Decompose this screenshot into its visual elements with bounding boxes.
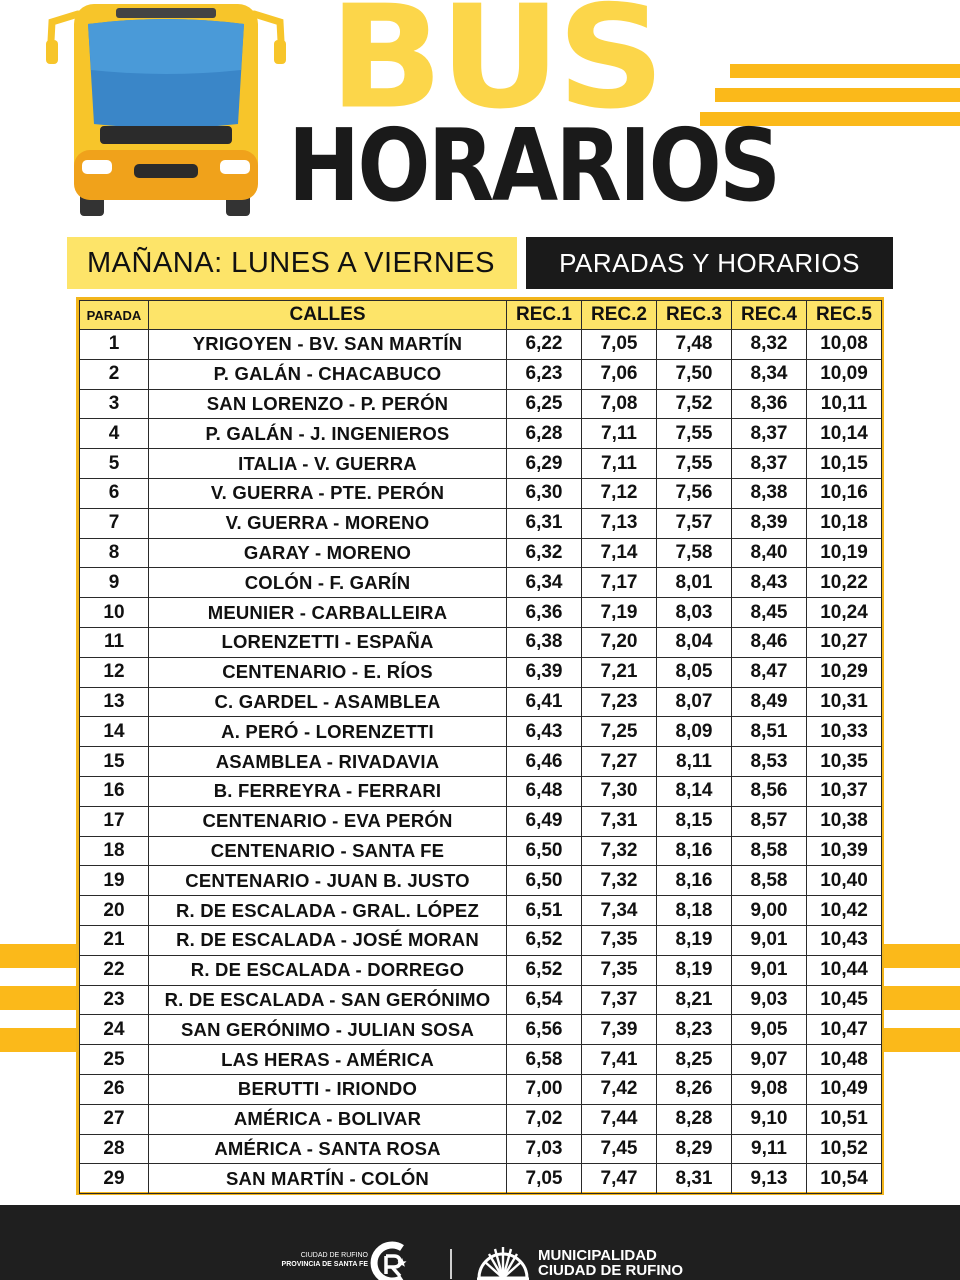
time-rec-1: 6,36 [507, 598, 582, 628]
time-rec-5: 10,39 [807, 836, 882, 866]
time-rec-3: 8,31 [657, 1164, 732, 1194]
time-rec-2: 7,30 [582, 776, 657, 806]
time-rec-2: 7,34 [582, 896, 657, 926]
table-row [80, 419, 882, 449]
time-rec-2: 7,08 [582, 389, 657, 419]
table-body [80, 330, 882, 1194]
table-row [80, 538, 882, 568]
time-rec-4: 9,01 [732, 925, 807, 955]
time-rec-4: 8,32 [732, 330, 807, 360]
column-header-rec-1: REC.1 [507, 301, 582, 330]
time-rec-5: 10,49 [807, 1074, 882, 1104]
stop-number: 20 [80, 896, 149, 926]
street-intersection: SAN GERÓNIMO - JULIAN SOSA [149, 1015, 507, 1045]
time-rec-5: 10,19 [807, 538, 882, 568]
municipal-sunburst-logo-icon [475, 1232, 531, 1280]
time-rec-3: 8,09 [657, 717, 732, 747]
time-rec-2: 7,44 [582, 1104, 657, 1134]
time-rec-3: 7,57 [657, 508, 732, 538]
time-rec-5: 10,08 [807, 330, 882, 360]
time-rec-5: 10,54 [807, 1164, 882, 1194]
time-rec-3: 7,48 [657, 330, 732, 360]
table-row [80, 598, 882, 628]
time-rec-1: 6,30 [507, 478, 582, 508]
stop-number: 1 [80, 330, 149, 360]
time-rec-2: 7,12 [582, 478, 657, 508]
column-header-rec-2: REC.2 [582, 301, 657, 330]
column-header-rec-4: REC.4 [732, 301, 807, 330]
stop-number: 11 [80, 627, 149, 657]
stop-number: 10 [80, 598, 149, 628]
time-rec-5: 10,44 [807, 955, 882, 985]
time-rec-5: 10,47 [807, 1015, 882, 1045]
time-rec-4: 8,57 [732, 806, 807, 836]
street-intersection: YRIGOYEN - BV. SAN MARTÍN [149, 330, 507, 360]
street-intersection: SAN MARTÍN - COLÓN [149, 1164, 507, 1194]
time-rec-5: 10,09 [807, 359, 882, 389]
time-rec-1: 6,51 [507, 896, 582, 926]
time-rec-1: 6,23 [507, 359, 582, 389]
stop-number: 23 [80, 985, 149, 1015]
time-rec-1: 6,52 [507, 955, 582, 985]
time-rec-2: 7,25 [582, 717, 657, 747]
table-row [80, 687, 882, 717]
footer-province-name: PROVINCIA DE SANTA FE [281, 1261, 368, 1268]
time-rec-5: 10,52 [807, 1134, 882, 1164]
stop-number: 24 [80, 1015, 149, 1045]
time-rec-2: 7,05 [582, 330, 657, 360]
time-rec-5: 10,16 [807, 478, 882, 508]
decor-stripe-top-1 [730, 64, 960, 78]
time-rec-2: 7,35 [582, 925, 657, 955]
stop-number: 14 [80, 717, 149, 747]
stop-number: 27 [80, 1104, 149, 1134]
stop-number: 22 [80, 955, 149, 985]
time-rec-5: 10,33 [807, 717, 882, 747]
stop-number: 28 [80, 1134, 149, 1164]
table-row [80, 806, 882, 836]
time-rec-5: 10,27 [807, 627, 882, 657]
time-rec-5: 10,22 [807, 568, 882, 598]
time-rec-1: 6,43 [507, 717, 582, 747]
time-rec-2: 7,45 [582, 1134, 657, 1164]
timetable [76, 297, 884, 1195]
time-rec-2: 7,14 [582, 538, 657, 568]
table-row [80, 478, 882, 508]
rufino-c-logo-icon [368, 1240, 412, 1280]
time-rec-2: 7,31 [582, 806, 657, 836]
title-horarios: HORARIOS [288, 107, 779, 224]
time-rec-2: 7,42 [582, 1074, 657, 1104]
table-row [80, 1164, 882, 1194]
time-rec-3: 8,16 [657, 866, 732, 896]
street-intersection: R. DE ESCALADA - GRAL. LÓPEZ [149, 896, 507, 926]
time-rec-3: 8,04 [657, 627, 732, 657]
street-intersection: AMÉRICA - SANTA ROSA [149, 1134, 507, 1164]
time-rec-5: 10,14 [807, 419, 882, 449]
footer-separator [450, 1249, 452, 1279]
time-rec-4: 8,37 [732, 419, 807, 449]
table-row [80, 866, 882, 896]
time-rec-4: 8,56 [732, 776, 807, 806]
time-rec-1: 6,54 [507, 985, 582, 1015]
decor-stripe-right-3 [882, 1028, 960, 1052]
stop-number: 5 [80, 449, 149, 479]
time-rec-1: 6,49 [507, 806, 582, 836]
time-rec-5: 10,15 [807, 449, 882, 479]
time-rec-3: 7,50 [657, 359, 732, 389]
time-rec-5: 10,37 [807, 776, 882, 806]
time-rec-5: 10,29 [807, 657, 882, 687]
timetable-grid [79, 300, 882, 1194]
stop-number: 7 [80, 508, 149, 538]
street-intersection: R. DE ESCALADA - DORREGO [149, 955, 507, 985]
time-rec-3: 8,03 [657, 598, 732, 628]
stop-number: 3 [80, 389, 149, 419]
time-rec-2: 7,11 [582, 419, 657, 449]
time-rec-1: 6,52 [507, 925, 582, 955]
time-rec-1: 7,00 [507, 1074, 582, 1104]
street-intersection: CENTENARIO - EVA PERÓN [149, 806, 507, 836]
time-rec-3: 8,21 [657, 985, 732, 1015]
time-rec-2: 7,35 [582, 955, 657, 985]
street-intersection: P. GALÁN - CHACABUCO [149, 359, 507, 389]
time-rec-1: 6,29 [507, 449, 582, 479]
time-rec-3: 8,18 [657, 896, 732, 926]
table-row [80, 896, 882, 926]
decor-stripe-left-1 [0, 944, 78, 968]
time-rec-2: 7,17 [582, 568, 657, 598]
table-row [80, 925, 882, 955]
decor-stripe-left-2 [0, 986, 78, 1010]
stop-number: 15 [80, 747, 149, 777]
schedule-day-badge: MAÑANA: LUNES A VIERNES [67, 237, 517, 289]
time-rec-3: 8,11 [657, 747, 732, 777]
time-rec-4: 9,00 [732, 896, 807, 926]
time-rec-4: 8,58 [732, 836, 807, 866]
time-rec-3: 7,55 [657, 419, 732, 449]
table-row [80, 776, 882, 806]
street-intersection: R. DE ESCALADA - JOSÉ MORAN [149, 925, 507, 955]
table-row [80, 1045, 882, 1075]
time-rec-4: 8,39 [732, 508, 807, 538]
street-intersection: COLÓN - F. GARÍN [149, 568, 507, 598]
time-rec-4: 8,53 [732, 747, 807, 777]
time-rec-4: 9,13 [732, 1164, 807, 1194]
time-rec-2: 7,19 [582, 598, 657, 628]
time-rec-3: 8,07 [657, 687, 732, 717]
time-rec-2: 7,37 [582, 985, 657, 1015]
stop-number: 8 [80, 538, 149, 568]
time-rec-1: 6,46 [507, 747, 582, 777]
table-row [80, 717, 882, 747]
table-row [80, 568, 882, 598]
time-rec-5: 10,45 [807, 985, 882, 1015]
time-rec-5: 10,35 [807, 747, 882, 777]
time-rec-3: 8,25 [657, 1045, 732, 1075]
table-row [80, 1134, 882, 1164]
time-rec-5: 10,11 [807, 389, 882, 419]
time-rec-2: 7,32 [582, 836, 657, 866]
time-rec-4: 8,37 [732, 449, 807, 479]
table-header-row [80, 301, 882, 330]
decor-stripe-top-2 [715, 88, 960, 102]
table-row [80, 836, 882, 866]
column-header-rec-3: REC.3 [657, 301, 732, 330]
time-rec-3: 8,16 [657, 836, 732, 866]
stop-number: 2 [80, 359, 149, 389]
time-rec-5: 10,38 [807, 806, 882, 836]
street-intersection: C. GARDEL - ASAMBLEA [149, 687, 507, 717]
street-intersection: ITALIA - V. GUERRA [149, 449, 507, 479]
time-rec-1: 6,31 [507, 508, 582, 538]
street-intersection: CENTENARIO - SANTA FE [149, 836, 507, 866]
table-row [80, 747, 882, 777]
time-rec-4: 9,08 [732, 1074, 807, 1104]
time-rec-2: 7,41 [582, 1045, 657, 1075]
table-row [80, 508, 882, 538]
stop-number: 9 [80, 568, 149, 598]
stop-number: 19 [80, 866, 149, 896]
table-row [80, 359, 882, 389]
stop-number: 6 [80, 478, 149, 508]
time-rec-2: 7,11 [582, 449, 657, 479]
time-rec-3: 8,15 [657, 806, 732, 836]
time-rec-5: 10,24 [807, 598, 882, 628]
street-intersection: ASAMBLEA - RIVADAVIA [149, 747, 507, 777]
time-rec-5: 10,31 [807, 687, 882, 717]
time-rec-1: 6,32 [507, 538, 582, 568]
time-rec-3: 7,56 [657, 478, 732, 508]
time-rec-2: 7,32 [582, 866, 657, 896]
time-rec-2: 7,27 [582, 747, 657, 777]
column-header-parada: PARADA [80, 301, 149, 330]
time-rec-4: 9,03 [732, 985, 807, 1015]
time-rec-4: 8,46 [732, 627, 807, 657]
street-intersection: AMÉRICA - BOLIVAR [149, 1104, 507, 1134]
stop-number: 21 [80, 925, 149, 955]
time-rec-4: 9,05 [732, 1015, 807, 1045]
table-row [80, 449, 882, 479]
time-rec-1: 7,05 [507, 1164, 582, 1194]
street-intersection: CENTENARIO - JUAN B. JUSTO [149, 866, 507, 896]
stop-number: 17 [80, 806, 149, 836]
time-rec-1: 6,58 [507, 1045, 582, 1075]
time-rec-4: 9,01 [732, 955, 807, 985]
stop-number: 26 [80, 1074, 149, 1104]
street-intersection: LORENZETTI - ESPAÑA [149, 627, 507, 657]
time-rec-4: 8,47 [732, 657, 807, 687]
street-intersection: B. FERREYRA - FERRARI [149, 776, 507, 806]
street-intersection: MEUNIER - CARBALLEIRA [149, 598, 507, 628]
time-rec-3: 8,01 [657, 568, 732, 598]
time-rec-2: 7,21 [582, 657, 657, 687]
street-intersection: CENTENARIO - E. RÍOS [149, 657, 507, 687]
time-rec-1: 6,39 [507, 657, 582, 687]
table-row [80, 1104, 882, 1134]
time-rec-1: 7,03 [507, 1134, 582, 1164]
time-rec-3: 8,19 [657, 955, 732, 985]
decor-stripe-right-1 [882, 944, 960, 968]
time-rec-1: 6,28 [507, 419, 582, 449]
time-rec-3: 8,14 [657, 776, 732, 806]
time-rec-3: 8,28 [657, 1104, 732, 1134]
column-header-rec-5: REC.5 [807, 301, 882, 330]
time-rec-4: 8,36 [732, 389, 807, 419]
time-rec-3: 8,23 [657, 1015, 732, 1045]
time-rec-3: 8,26 [657, 1074, 732, 1104]
table-row [80, 389, 882, 419]
table-row [80, 330, 882, 360]
street-intersection: SAN LORENZO - P. PERÓN [149, 389, 507, 419]
time-rec-1: 7,02 [507, 1104, 582, 1134]
time-rec-1: 6,48 [507, 776, 582, 806]
stop-number: 25 [80, 1045, 149, 1075]
time-rec-1: 6,50 [507, 866, 582, 896]
stops-schedule-badge: PARADAS Y HORARIOS [526, 237, 893, 289]
stop-number: 16 [80, 776, 149, 806]
street-intersection: V. GUERRA - PTE. PERÓN [149, 478, 507, 508]
street-intersection: BERUTTI - IRIONDO [149, 1074, 507, 1104]
time-rec-4: 8,45 [732, 598, 807, 628]
table-row [80, 1074, 882, 1104]
table-row [80, 985, 882, 1015]
time-rec-4: 8,43 [732, 568, 807, 598]
time-rec-1: 6,56 [507, 1015, 582, 1045]
table-row [80, 955, 882, 985]
table-row [80, 627, 882, 657]
footer-city-text [262, 1251, 368, 1269]
time-rec-2: 7,20 [582, 627, 657, 657]
time-rec-3: 7,55 [657, 449, 732, 479]
footer-city-name: CIUDAD DE RUFINO [300, 1252, 368, 1259]
footer-municipal-text [538, 1248, 683, 1278]
time-rec-3: 8,29 [657, 1134, 732, 1164]
time-rec-4: 8,58 [732, 866, 807, 896]
time-rec-3: 8,19 [657, 925, 732, 955]
time-rec-5: 10,40 [807, 866, 882, 896]
street-intersection: V. GUERRA - MORENO [149, 508, 507, 538]
footer [0, 1205, 960, 1280]
stop-number: 4 [80, 419, 149, 449]
stop-number: 12 [80, 657, 149, 687]
time-rec-2: 7,47 [582, 1164, 657, 1194]
column-header-calles: CALLES [149, 301, 507, 330]
time-rec-1: 6,25 [507, 389, 582, 419]
table-row [80, 1015, 882, 1045]
decor-stripe-left-3 [0, 1028, 78, 1052]
table-row [80, 657, 882, 687]
time-rec-1: 6,41 [507, 687, 582, 717]
street-intersection: A. PERÓ - LORENZETTI [149, 717, 507, 747]
time-rec-4: 8,40 [732, 538, 807, 568]
time-rec-2: 7,13 [582, 508, 657, 538]
time-rec-3: 8,05 [657, 657, 732, 687]
time-rec-4: 9,10 [732, 1104, 807, 1134]
time-rec-3: 7,52 [657, 389, 732, 419]
street-intersection: LAS HERAS - AMÉRICA [149, 1045, 507, 1075]
time-rec-2: 7,39 [582, 1015, 657, 1045]
time-rec-2: 7,06 [582, 359, 657, 389]
time-rec-1: 6,22 [507, 330, 582, 360]
time-rec-3: 7,58 [657, 538, 732, 568]
time-rec-5: 10,51 [807, 1104, 882, 1134]
time-rec-4: 9,11 [732, 1134, 807, 1164]
time-rec-4: 8,34 [732, 359, 807, 389]
footer-municipal-title: MUNICIPALIDAD [538, 1247, 657, 1264]
decor-stripe-right-2 [882, 986, 960, 1010]
title-bus: BUS [328, 0, 662, 141]
stop-number: 18 [80, 836, 149, 866]
stop-number: 29 [80, 1164, 149, 1194]
time-rec-2: 7,23 [582, 687, 657, 717]
time-rec-1: 6,34 [507, 568, 582, 598]
bus-front-icon [46, 0, 286, 218]
time-rec-4: 8,51 [732, 717, 807, 747]
time-rec-5: 10,18 [807, 508, 882, 538]
street-intersection: GARAY - MORENO [149, 538, 507, 568]
time-rec-5: 10,42 [807, 896, 882, 926]
time-rec-1: 6,50 [507, 836, 582, 866]
time-rec-1: 6,38 [507, 627, 582, 657]
time-rec-5: 10,48 [807, 1045, 882, 1075]
stop-number: 13 [80, 687, 149, 717]
time-rec-4: 8,49 [732, 687, 807, 717]
time-rec-5: 10,43 [807, 925, 882, 955]
street-intersection: R. DE ESCALADA - SAN GERÓNIMO [149, 985, 507, 1015]
time-rec-4: 9,07 [732, 1045, 807, 1075]
time-rec-4: 8,38 [732, 478, 807, 508]
street-intersection: P. GALÁN - J. INGENIEROS [149, 419, 507, 449]
footer-municipal-city: CIUDAD DE RUFINO [538, 1262, 683, 1279]
